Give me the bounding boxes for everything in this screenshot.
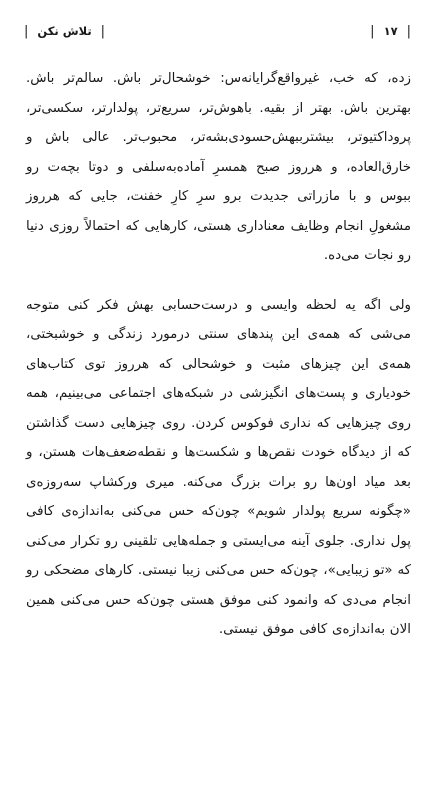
header-separator: |: [370, 23, 375, 39]
header-separator: |: [24, 23, 29, 39]
page-number: ۱۷: [383, 24, 398, 38]
paragraph: ولی اگه یه لحظه وایسی و درست‌حسابی بهش فکر کنی متوجه می‌شی که همه‌ی این پندهای سنتی درمورد زندگی و خوشبختی، همه‌ی این چیزهای مثبت و خوشحالی که هرروز توی کتاب‌های خودیاری و پست‌های انگیزشی در شبکه‌های اجتماعی می‌بینیم، همه روی چیزهایی که نداری فوکوس کردن. روی چیزهایی دست گذاشتن که از دیدگاه خودت نقص‌ها و شکست‌ها و نقطه‌ضعف‌هات هستن، و بعد میاد اون‌ها رو برات بزرگ می‌کنه. میری ورکشاپ سه‌روزه‌ی «چگونه سریع پولدار شویم» چون‌که حس می‌کنی به‌اندازه‌ی کافی پول نداری. جلوی آینه می‌ایستی و جمله‌هایی تلقینی رو تکرار می‌کنی که «تو زیبایی»، چون‌که حس می‌کنی زیبا نیستی. کارهای مضحکی رو انجام می‌دی که وانمود کنی موفق هستی چون‌که حس می‌کنی همین الان به‌اندازه‌ی کافی موفق نیستی.: [26, 297, 411, 637]
paragraph: زده، که خب، غیرواقع‌گرایانه‌س: خوشحال‌تر باش. سالم‌تر باش. بهترین باش. بهتر از بقیه. باهوش‌تر، سریع‌تر، پولدارتر، سکسی‌تر، پروداکتیوتر، بیشترببهش‌حسودی‌بشه‌تر، محبوب‌تر. عالی باش و خارق‌العاده، و هرروز صبح همسرِ آماده‌به‌سلفی و دوتا بچه‌ت رو ببوس و با مازراتی جدیدت برو سرِ کارِ خفنت، جایی که هرروز مشغولِ انجام وظایف معناداری هستی، کارهایی که احتمالاً روزی دنیا رو نجات می‌ده.: [26, 71, 411, 263]
page-number-group: [370, 24, 411, 39]
page-body: [26, 64, 411, 645]
header-separator: |: [406, 23, 411, 39]
book-title: تلاش نکن: [37, 24, 92, 38]
book-title-group: [24, 24, 105, 39]
page-header: [24, 20, 411, 42]
header-separator: |: [100, 23, 106, 39]
